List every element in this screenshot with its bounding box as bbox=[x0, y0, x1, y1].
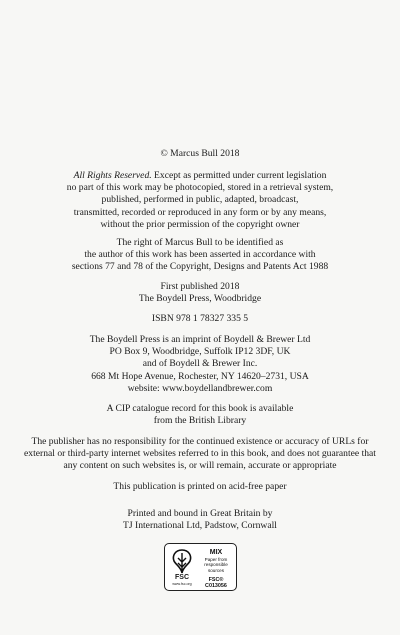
copyright-notice bbox=[0, 148, 400, 160]
paper-block bbox=[0, 481, 400, 493]
rights-line: without the prior permission of the copyright owner bbox=[100, 218, 300, 230]
cip-block bbox=[0, 403, 400, 427]
disclaimer-block bbox=[0, 436, 400, 473]
fsc-mix-label: MIX bbox=[209, 549, 223, 556]
publication-block bbox=[0, 281, 400, 305]
rights-lead: All Rights Reserved. bbox=[73, 170, 152, 181]
cip-line: from the British Library bbox=[153, 415, 247, 427]
moral-rights-line: sections 77 and 78 of the Copyright, Designs and Patents Act 1988 bbox=[71, 261, 329, 273]
publisher-block bbox=[0, 334, 400, 395]
fsc-mark: FSC bbox=[175, 574, 189, 581]
publisher-website: website: www.boydellandbrewer.com bbox=[127, 382, 273, 394]
fsc-license-code: FSC® C013056 bbox=[205, 577, 227, 590]
fsc-text bbox=[197, 549, 235, 589]
rights-line-1 bbox=[0, 170, 400, 182]
publication-line: The Boydell Press, Woodbridge bbox=[138, 293, 262, 305]
moral-rights-block bbox=[0, 237, 400, 274]
fsc-sub-2: responsible sources bbox=[204, 562, 228, 573]
fsc-sub-1: Paper from bbox=[204, 557, 228, 562]
cip-line: A CIP catalogue record for this book is available bbox=[106, 403, 294, 414]
copyright-line: © Marcus Bull 2018 bbox=[160, 148, 240, 159]
fsc-website: www.fsc.org bbox=[172, 582, 192, 586]
disclaimer-line: The publisher has no responsibility for the continued existence or accuracy of URLs for bbox=[31, 436, 369, 447]
moral-rights-line: the author of this work has been asserted in accordance with bbox=[84, 249, 316, 261]
printer-line: TJ International Ltd, Padstow, Cornwall bbox=[123, 520, 277, 532]
paper-line: This publication is printed on acid-free paper bbox=[113, 481, 287, 492]
publisher-line: and of Boydell & Brewer Inc. bbox=[142, 358, 258, 370]
rights-line: transmitted, recorded or reproduced in any form or by any means, bbox=[73, 206, 327, 218]
printer-block bbox=[0, 508, 400, 532]
publisher-line: The Boydell Press is an imprint of Boydell & Brewer Ltd bbox=[89, 334, 311, 345]
rights-line: no part of this work may be photocopied, stored in a retrieval system, bbox=[66, 182, 334, 194]
printer-line: Printed and bound in Great Britain by bbox=[127, 508, 273, 519]
disclaimer-line: any content on such websites is, or will remain, accurate or appropriate bbox=[63, 460, 337, 472]
publisher-line: PO Box 9, Woodbridge, Suffolk IP12 3DF, UK bbox=[109, 346, 291, 358]
rights-reserved-block bbox=[0, 170, 400, 231]
publisher-line: 668 Mt Hope Avenue, Rochester, NY 14620–2731, USA bbox=[91, 370, 309, 382]
rights-line: published, performed in public, adapted, broadcast, bbox=[101, 194, 299, 206]
publication-line: First published 2018 bbox=[160, 281, 240, 292]
fsc-logo bbox=[164, 543, 237, 591]
isbn-line: ISBN 978 1 78327 335 5 bbox=[151, 313, 249, 324]
disclaimer-line: external or third-party internet websites referred to in this book, and does not guarantee that bbox=[24, 448, 376, 460]
moral-rights-line: The right of Marcus Bull to be identified as bbox=[116, 237, 284, 248]
isbn-block bbox=[0, 313, 400, 325]
rights-line-1-rest: Except as permitted under current legislation bbox=[151, 170, 327, 181]
